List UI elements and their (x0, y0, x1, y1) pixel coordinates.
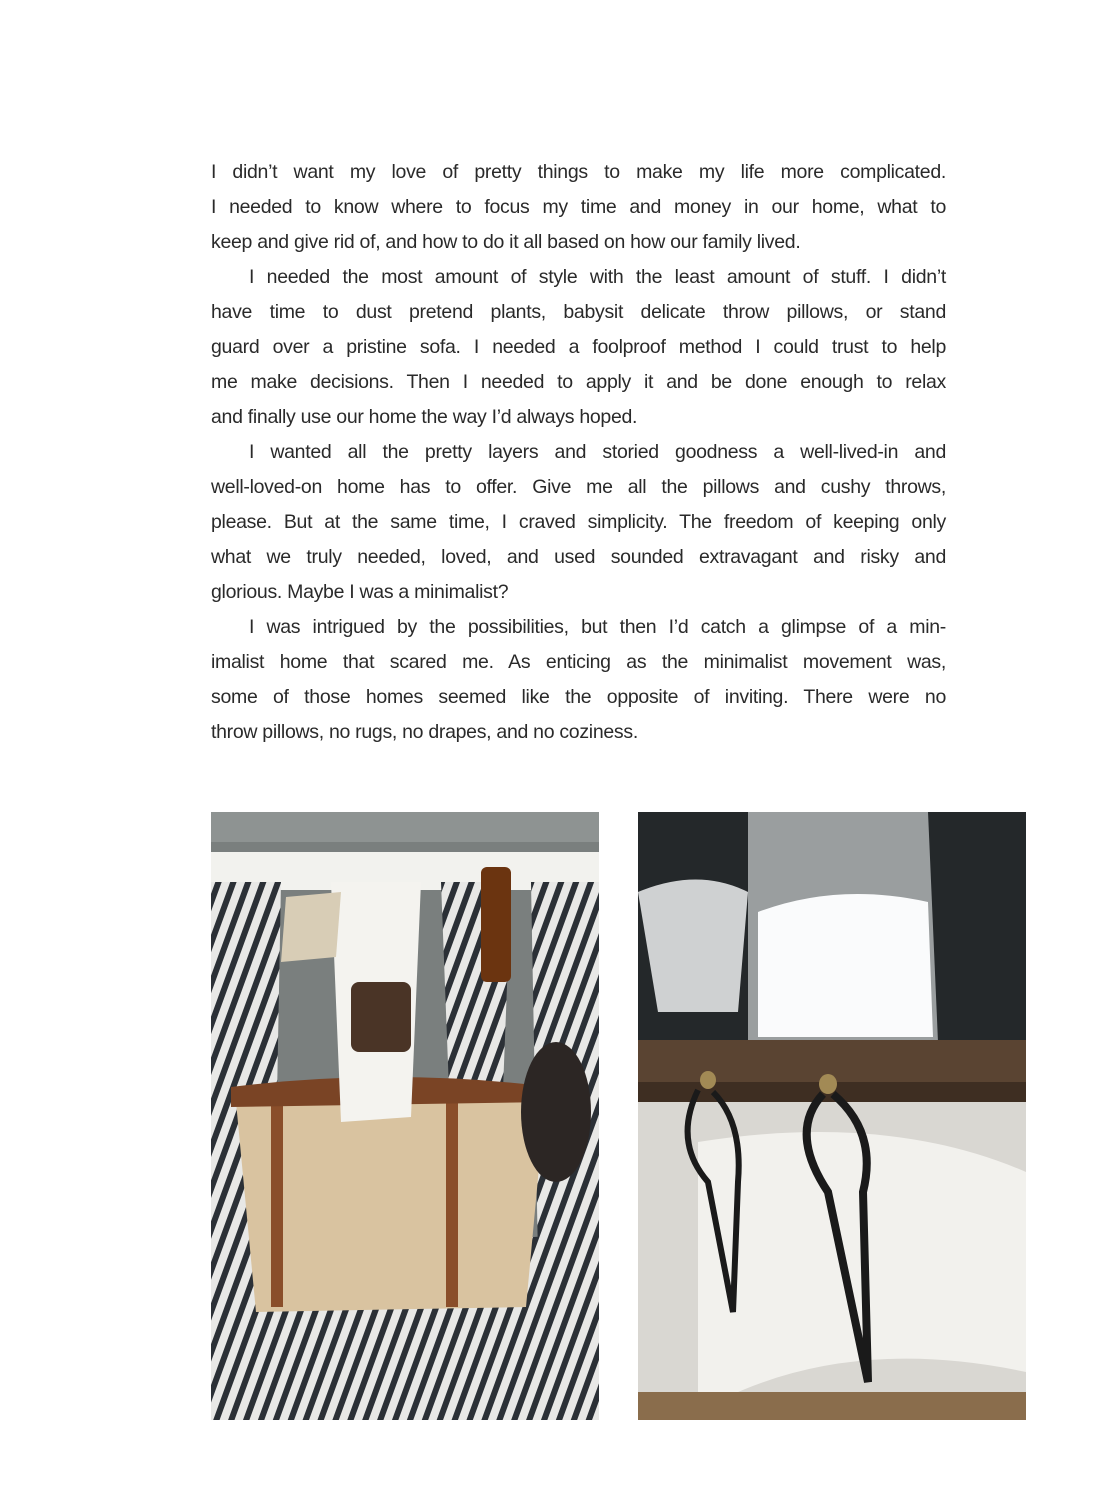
text-line: guard over a pristine sofa. I needed a foolproof method I could trust to help (211, 336, 946, 358)
text-line: I was intrigued by the possibilities, but then I’d catch a glimpse of a min- (249, 616, 946, 638)
text-line: me make decisions. Then I needed to apply it and be done enough to relax (211, 371, 946, 393)
text-line: I wanted all the pretty layers and storied goodness a well-lived-in and (249, 441, 946, 463)
photo-cleaning-tools-on-hooks (211, 812, 599, 1420)
photo-scissors-under-shelf (638, 812, 1026, 1420)
text-line: glorious. Maybe I was a minimalist? (211, 581, 509, 603)
text-line: throw pillows, no rugs, no drapes, and no coziness. (211, 721, 638, 743)
text-line: I didn’t want my love of pretty things to make my life more complicated. (211, 161, 946, 183)
text-line: imalist home that scared me. As enticing as the minimalist movement was, (211, 651, 946, 673)
text-line: well-loved-on home has to offer. Give me all the pillows and cushy throws, (211, 476, 946, 498)
text-line: what we truly needed, loved, and used sounded extravagant and risky and (211, 546, 946, 568)
paragraph-1 (211, 155, 946, 260)
paragraph-4 (211, 610, 946, 750)
text-line: please. But at the same time, I craved simplicity. The freedom of keeping only (211, 511, 946, 533)
body-text (211, 155, 946, 750)
paragraph-3 (211, 435, 946, 610)
text-line: I needed to know where to focus my time and money in our home, what to (211, 196, 946, 218)
text-line: some of those homes seemed like the opposite of inviting. There were no (211, 686, 946, 708)
text-line: keep and give rid of, and how to do it all based on how our family lived. (211, 231, 801, 253)
text-line: I needed the most amount of style with the least amount of stuff. I didn’t (249, 266, 946, 288)
paragraph-2 (211, 260, 946, 435)
text-line: have time to dust pretend plants, babysit delicate throw pillows, or stand (211, 301, 946, 323)
text-line: and finally use our home the way I’d always hoped. (211, 406, 638, 428)
